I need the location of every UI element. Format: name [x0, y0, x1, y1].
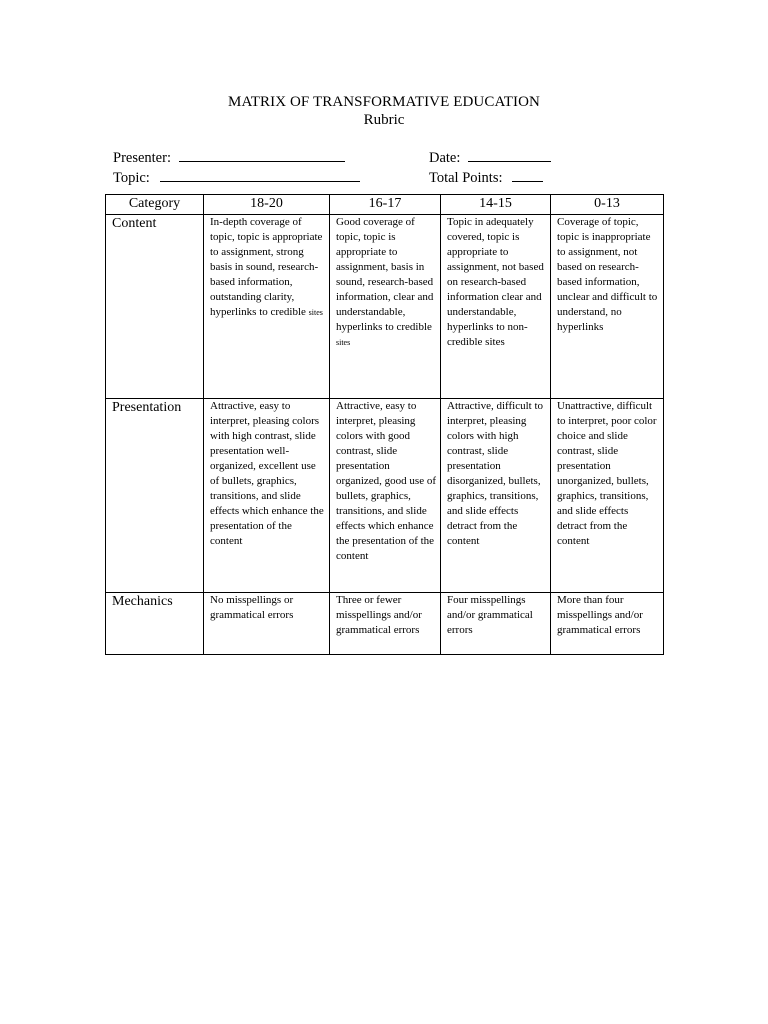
rubric-cell [330, 215, 441, 399]
rubric-cell: Three or fewer misspellings and/or grammatical errors [330, 593, 441, 655]
cell-text: Good coverage of topic, topic is appropriate to assignment, basis in sound, research-based information, clear and understandable, hyperlinks to credible [336, 216, 434, 333]
total-points-field [429, 167, 543, 187]
topic-field [113, 167, 360, 187]
column-header-category: Category [106, 195, 204, 215]
rubric-cell: Attractive, difficult to interpret, pleasing colors with high contrast, slide presentation disorganized, bullets, graphics, transitions, and slide effects detract from the content [441, 399, 551, 593]
topic-label: Topic: [113, 170, 150, 186]
rubric-cell: Unattractive, difficult to interpret, poor color choice and slide contrast, slide presentation unorganized, bullets, graphics, transitions, and slide effects detract from the content [551, 399, 664, 593]
rubric-cell: Attractive, easy to interpret, pleasing colors with high contrast, slide presentation well-organized, excellent use of bullets, graphics, transitions, and slide effects which enhance the presentation of the content [204, 399, 330, 593]
column-header-16-17: 16-17 [330, 195, 441, 215]
presenter-label: Presenter: [113, 150, 171, 166]
rubric-cell: More than four misspellings and/or grammatical errors [551, 593, 664, 655]
presenter-blank-line [179, 147, 345, 162]
table-row-content [106, 215, 664, 399]
date-label: Date: [429, 150, 461, 166]
total-points-label: Total Points: [429, 170, 503, 186]
total-points-blank-line [512, 167, 543, 182]
rubric-cell: Attractive, easy to interpret, pleasing colors with good contrast, slide presentation organized, good use of bullets, graphics, transitions, and slide effects which enhance the presentation of the content [330, 399, 441, 593]
category-cell: Presentation [106, 399, 204, 593]
cell-text: In-depth coverage of topic, topic is appropriate to assignment, strong basis in sound, research-based information, outstanding clarity, hyperlinks to credible [210, 216, 323, 318]
category-cell: Mechanics [106, 593, 204, 655]
date-field [429, 147, 551, 167]
table-row-presentation [106, 399, 664, 593]
category-cell: Content [106, 215, 204, 399]
cell-small-text: sites [308, 308, 323, 317]
cell-small-text: sites [336, 338, 351, 347]
document-title: MATRIX OF TRANSFORMATIVE EDUCATION [228, 94, 540, 110]
document-subtitle: Rubric [363, 112, 405, 128]
topic-blank-line [160, 167, 360, 182]
rubric-cell: No misspellings or grammatical errors [204, 593, 330, 655]
date-blank-line [468, 147, 551, 162]
rubric-cell [204, 215, 330, 399]
table-row-mechanics [106, 593, 664, 655]
column-header-0-13: 0-13 [551, 195, 664, 215]
rubric-table [105, 194, 664, 655]
rubric-cell: Four misspellings and/or grammatical errors [441, 593, 551, 655]
column-header-14-15: 14-15 [441, 195, 551, 215]
presenter-field [113, 147, 345, 167]
rubric-cell: Coverage of topic, topic is inappropriate to assignment, not based on research-based information, unclear and difficult to understand, no hyperlinks [551, 215, 664, 399]
rubric-cell: Topic in adequately covered, topic is appropriate to assignment, not based on research-based information clear and understandable, hyperlinks to non-credible sites [441, 215, 551, 399]
table-header-row [106, 195, 664, 215]
column-header-18-20: 18-20 [204, 195, 330, 215]
